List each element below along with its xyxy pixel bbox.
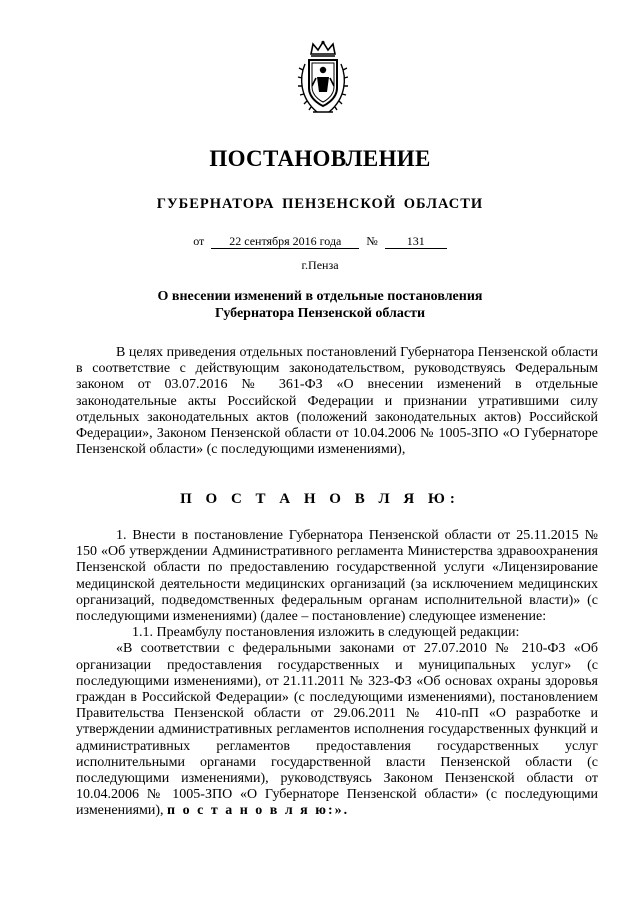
preamble-block <box>76 345 598 458</box>
quoted-preamble-text: «В соответствии с федеральными законами от 27.07.2010 № 210-ФЗ «Об организации предоставления государственных и муниципальных услуг» (с последующими изменениями), от 21.11.2011 № 323-ФЗ «Об основах охраны здоровья граждан в Российской Федерации» (с последующими изменениями), постановлением Правительства Пензенской области от 29.06.2011 № 410-пП «О разработке и утверждении административных регламентов исполнения государственных функций и административных регламентов предоставления государственных услуг исполнительными органами государственной власти Пензенской области (с последующими изменениями), руководствуясь Законом Пензенской области от 10.04.2006 № 1005-ЗПО «О Губернаторе Пензенской области» (с последующими изменениями), <box>76 641 598 819</box>
heading-line-1: О внесении изменений в отдельные постановления <box>157 289 483 304</box>
quoted-preamble-paragraph <box>76 641 598 819</box>
document-date: 22 сентября 2016 года <box>211 235 359 249</box>
decree-body <box>76 528 598 820</box>
document-number: 131 <box>385 235 447 249</box>
issuer-line: ГУБЕРНАТОРА ПЕНЗЕНСКОЙ ОБЛАСТИ <box>156 196 484 212</box>
item-1-paragraph: 1. Внести в постановление Губернатора Пензенской области от 25.11.2015 № 150 «Об утверждении Административного регламента Министерства здравоохранения Пензенской области по предоставлению государственной услуги «Лицензирование медицинской деятельности медицинских организаций (за исключением медицинских организаций, подведомственных федеральным органам исполнительной власти)» (с последующими изменениями) (далее – постановление) следующее изменение: <box>76 528 598 625</box>
document-heading <box>100 288 540 322</box>
heading-line-2: Губернатора Пензенской области <box>214 306 426 321</box>
quoted-decree-word: п о с т а н о в л я ю:». <box>167 803 350 819</box>
city-line: г.Пенза <box>301 258 339 272</box>
preamble-paragraph: В целях приведения отдельных постановлений Губернатора Пензенской области в соответствие с действующим законодательством, руководствуясь Федеральным законом от 03.07.2016 № 361-ФЗ «О внесении изменений в отдельные законодательные акты Российской Федерации и признании утратившими силу отдельных законодательных актов (положений законодательных актов) Российской Федерации», Законом Пензенской области от 10.04.2006 № 1005-ЗПО «О Губернаторе Пензенской области» (с последующими изменениями), <box>76 345 598 458</box>
item-1-1-paragraph: 1.1. Преамбулу постановления изложить в следующей редакции: <box>132 625 520 641</box>
date-prefix: от <box>193 234 205 248</box>
date-number-line <box>0 234 640 249</box>
page-title: ПОСТАНОВЛЕНИЕ <box>209 146 431 171</box>
coat-of-arms-icon <box>295 40 351 118</box>
decree-word: П О С Т А Н О В Л Я Ю: <box>180 491 460 507</box>
number-prefix: № <box>366 234 378 248</box>
